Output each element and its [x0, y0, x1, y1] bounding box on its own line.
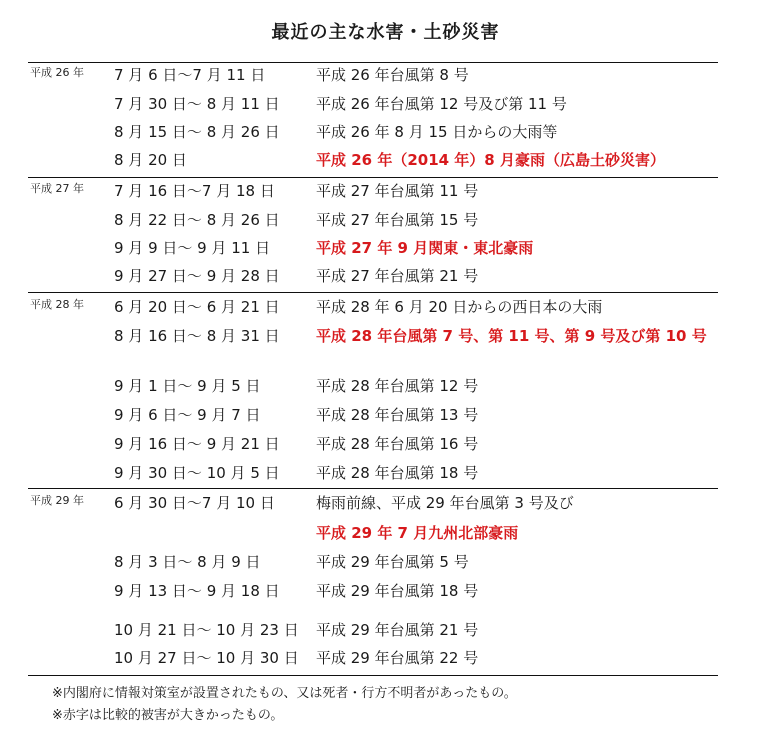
- disaster-description: 平成 28 年台風第 12 号: [316, 377, 479, 395]
- disaster-description: 平成 27 年台風第 15 号: [316, 211, 479, 229]
- disaster-date: 8 月 3 日～ 8 月 9 日: [114, 553, 261, 571]
- disaster-description: 平成 28 年 6 月 20 日からの西日本の大雨: [316, 298, 603, 316]
- disaster-date: 10 月 27 日～ 10 月 30 日: [114, 649, 299, 667]
- bottom-rule: [28, 675, 718, 676]
- disaster-date: 7 月 16 日～7 月 18 日: [114, 182, 275, 200]
- disaster-description: 平成 29 年台風第 18 号: [316, 582, 479, 600]
- disaster-description: 平成 27 年台風第 11 号: [316, 182, 479, 200]
- disaster-date: 9 月 6 日～ 9 月 7 日: [114, 406, 261, 424]
- major-disaster-description: 平成 29 年 7 月九州北部豪雨: [316, 524, 519, 542]
- disaster-description: 平成 27 年台風第 21 号: [316, 267, 479, 285]
- disaster-description: 平成 28 年台風第 18 号: [316, 464, 479, 482]
- page-title: 最近の主な水害・土砂災害: [271, 22, 500, 43]
- year-label: 平成 26 年: [30, 66, 84, 79]
- year-label: 平成 28 年: [30, 298, 84, 311]
- disaster-date: 9 月 1 日～ 9 月 5 日: [114, 377, 261, 395]
- disaster-description: 平成 28 年台風第 13 号: [316, 406, 479, 424]
- disaster-description: 平成 26 年 8 月 15 日からの大雨等: [316, 123, 558, 141]
- group-divider: [28, 292, 718, 293]
- disaster-description: 平成 26 年台風第 12 号及び第 11 号: [316, 95, 567, 113]
- disaster-date: 7 月 30 日～ 8 月 11 日: [114, 95, 280, 113]
- disaster-description: 平成 29 年台風第 22 号: [316, 649, 479, 667]
- disaster-date: 6 月 30 日～7 月 10 日: [114, 494, 275, 512]
- disaster-date: 9 月 27 日～ 9 月 28 日: [114, 267, 280, 285]
- disaster-date: 8 月 22 日～ 8 月 26 日: [114, 211, 280, 229]
- disaster-date: 9 月 9 日～ 9 月 11 日: [114, 239, 271, 257]
- disaster-date: 8 月 15 日～ 8 月 26 日: [114, 123, 280, 141]
- top-rule: [28, 62, 718, 63]
- disaster-date: 10 月 21 日～ 10 月 23 日: [114, 621, 299, 639]
- disaster-date: 9 月 13 日～ 9 月 18 日: [114, 582, 280, 600]
- major-disaster-description: 平成 26 年（2014 年）8 月豪雨（広島土砂災害）: [316, 151, 665, 169]
- major-disaster-description: 平成 28 年台風第 7 号、第 11 号、第 9 号及び第 10 号: [316, 327, 707, 345]
- disaster-description: 平成 29 年台風第 21 号: [316, 621, 479, 639]
- disaster-date: 8 月 16 日～ 8 月 31 日: [114, 327, 280, 345]
- group-divider: [28, 177, 718, 178]
- group-divider: [28, 488, 718, 489]
- disaster-description: 平成 26 年台風第 8 号: [316, 66, 469, 84]
- footnote: ※赤字は比較的被害が大きかったもの。: [52, 708, 284, 723]
- disaster-date: 8 月 20 日: [114, 151, 187, 169]
- year-label: 平成 29 年: [30, 494, 84, 507]
- footnote: ※内閣府に情報対策室が設置されたもの、又は死者・行方不明者があったもの。: [52, 686, 517, 701]
- major-disaster-description: 平成 27 年 9 月関東・東北豪雨: [316, 239, 534, 257]
- disaster-date: 7 月 6 日～7 月 11 日: [114, 66, 266, 84]
- year-label: 平成 27 年: [30, 182, 84, 195]
- disaster-date: 6 月 20 日～ 6 月 21 日: [114, 298, 280, 316]
- disaster-description: 平成 28 年台風第 16 号: [316, 435, 479, 453]
- disaster-date: 9 月 16 日～ 9 月 21 日: [114, 435, 280, 453]
- disaster-date: 9 月 30 日～ 10 月 5 日: [114, 464, 280, 482]
- disaster-description: 梅雨前線、平成 29 年台風第 3 号及び: [316, 494, 574, 512]
- disaster-description: 平成 29 年台風第 5 号: [316, 553, 469, 571]
